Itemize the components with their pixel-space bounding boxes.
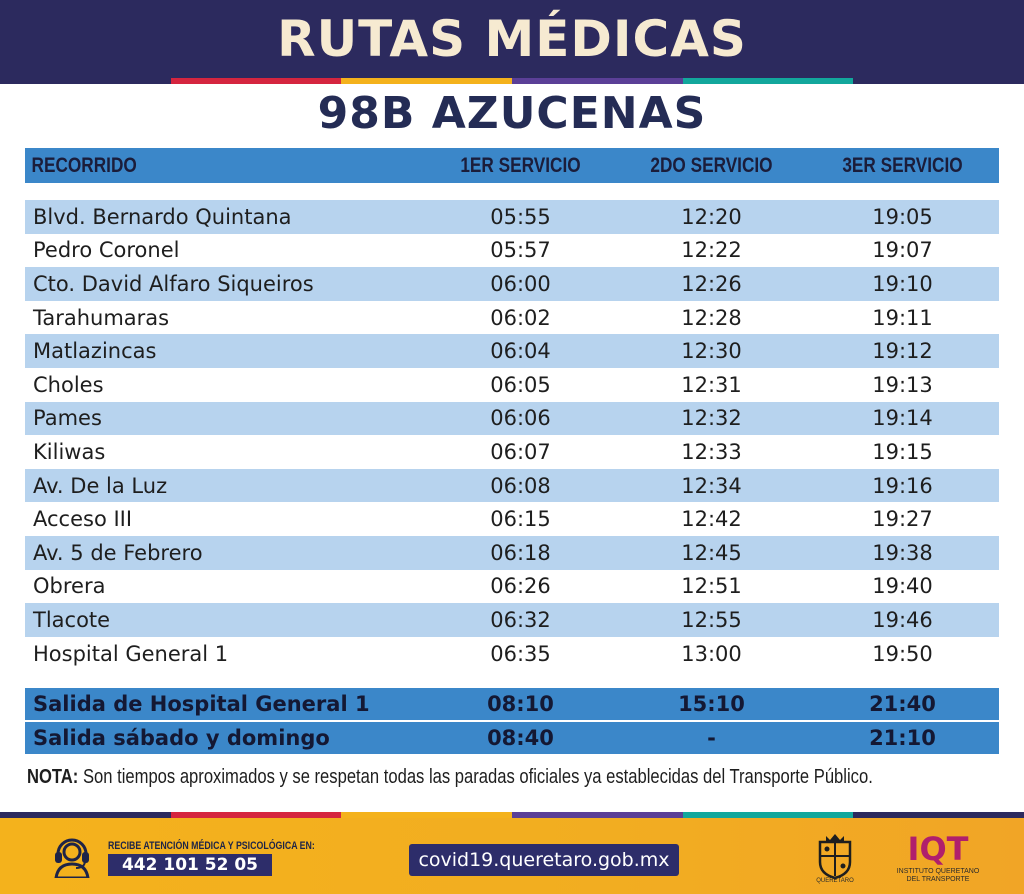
stop-name: Tlacote (33, 607, 111, 632)
service-time: 06:35 (490, 641, 551, 666)
service-time: 12:30 (681, 339, 742, 364)
note-text: Son tiempos aproximados y se respetan todas las paradas oficiales ya establecidas del Transporte Público. (78, 766, 873, 788)
iqt-logo-text: IQT (907, 830, 969, 866)
route-title: 98B AZUCENAS (317, 88, 707, 139)
service-time: 19:46 (872, 607, 933, 632)
table-footer (25, 688, 999, 754)
stop-name: Choles (33, 372, 104, 397)
service-time: 12:20 (681, 204, 742, 229)
table-row (25, 200, 999, 234)
service-time: 12:31 (681, 372, 742, 397)
service-time: 05:57 (490, 238, 551, 263)
table-row (25, 603, 999, 637)
departure-time: - (707, 726, 716, 751)
stripe-segment (0, 78, 171, 84)
service-time: 12:32 (681, 406, 742, 431)
page-title: RUTAS MÉDICAS (277, 10, 747, 68)
stop-name: Pedro Coronel (33, 238, 180, 263)
footer (0, 818, 1024, 894)
service-time: 19:05 (872, 204, 933, 229)
stop-name: Obrera (33, 574, 106, 599)
table-row (25, 368, 999, 402)
website-url[interactable]: covid19.queretaro.gob.mx (409, 844, 679, 876)
header-3er-servicio: 3ER SERVICIO (842, 153, 963, 177)
note-label: NOTA: (27, 766, 79, 788)
stripe-segment (171, 78, 342, 84)
service-time: 06:32 (490, 607, 551, 632)
departure-time: 15:10 (678, 692, 745, 717)
table-row (25, 637, 999, 671)
table-row (25, 234, 999, 268)
service-time: 12:22 (681, 238, 742, 263)
service-time: 19:27 (872, 507, 933, 532)
note (27, 766, 873, 789)
stripe-segment (853, 78, 1024, 84)
color-stripe-top (0, 78, 1024, 84)
iqt-caption (893, 868, 983, 884)
iqt-logo (903, 830, 973, 866)
service-time: 12:28 (681, 305, 742, 330)
service-time: 06:00 (490, 271, 551, 296)
service-time: 06:15 (490, 507, 551, 532)
service-time: 06:02 (490, 305, 551, 330)
phone-number: 442 101 52 05 (108, 854, 272, 876)
header-recorrido: RECORRIDO (31, 153, 137, 177)
service-time: 06:08 (490, 473, 551, 498)
queretaro-seal-icon (812, 828, 858, 884)
service-time: 19:14 (872, 406, 933, 431)
service-time: 19:50 (872, 641, 933, 666)
service-time: 19:13 (872, 372, 933, 397)
stop-name: Tarahumaras (33, 305, 170, 330)
departure-time: 21:40 (869, 692, 936, 717)
header-2do-servicio: 2DO SERVICIO (650, 153, 773, 177)
stop-name: Av. 5 de Febrero (33, 540, 203, 565)
service-time: 05:55 (490, 204, 551, 229)
departure-row (25, 722, 999, 754)
table-row (25, 301, 999, 335)
service-time: 12:26 (681, 271, 742, 296)
service-time: 19:12 (872, 339, 933, 364)
stripe-segment (512, 78, 683, 84)
table-row (25, 469, 999, 503)
service-time: 13:00 (681, 641, 742, 666)
iqt-caption-line-1: INSTITUTO QUERETANO (896, 868, 980, 875)
stop-name: Av. De la Luz (33, 473, 168, 498)
service-time: 12:55 (681, 607, 742, 632)
service-time: 12:45 (681, 540, 742, 565)
departure-label: Salida sábado y domingo (33, 726, 330, 751)
table-row (25, 435, 999, 469)
departure-time: 08:40 (487, 726, 554, 751)
service-time: 06:26 (490, 574, 551, 599)
service-time: 06:05 (490, 372, 551, 397)
service-time: 19:40 (872, 574, 933, 599)
table-body (25, 200, 999, 670)
header-1er-servicio: 1ER SERVICIO (460, 153, 581, 177)
stripe-segment (683, 78, 854, 84)
table-row (25, 334, 999, 368)
table-header (25, 148, 999, 183)
service-time: 19:11 (872, 305, 933, 330)
service-time: 19:10 (872, 271, 933, 296)
stop-name: Hospital General 1 (33, 641, 229, 666)
service-time: 06:06 (490, 406, 551, 431)
service-time: 12:42 (681, 507, 742, 532)
top-banner (0, 0, 1024, 78)
service-time: 19:38 (872, 540, 933, 565)
service-time: 12:33 (681, 439, 742, 464)
stop-name: Matlazincas (33, 339, 157, 364)
stop-name: Blvd. Bernardo Quintana (33, 204, 292, 229)
stop-name: Pames (33, 406, 102, 431)
service-time: 19:16 (872, 473, 933, 498)
help-label: RECIBE ATENCIÓN MÉDICA Y PSICOLÓGICA EN: (108, 840, 315, 852)
table-row (25, 502, 999, 536)
departure-label: Salida de Hospital General 1 (33, 692, 370, 717)
iqt-caption-line-2: DEL TRANSPORTE (906, 876, 970, 883)
service-time: 12:51 (681, 574, 742, 599)
service-time: 19:07 (872, 238, 933, 263)
departure-time: 21:10 (869, 726, 936, 751)
service-time: 19:15 (872, 439, 933, 464)
service-time: 12:34 (681, 473, 742, 498)
stripe-segment (341, 78, 512, 84)
table-row (25, 402, 999, 436)
stop-name: Acceso III (33, 507, 133, 532)
table-row (25, 536, 999, 570)
stop-name: Kiliwas (33, 439, 106, 464)
headset-icon (50, 832, 94, 878)
service-time: 06:07 (490, 439, 551, 464)
queretaro-caption: QUERÉTARO (816, 878, 854, 884)
table-row (25, 267, 999, 301)
departure-time: 08:10 (487, 692, 554, 717)
departure-row (25, 688, 999, 720)
table-row (25, 570, 999, 604)
stop-name: Cto. David Alfaro Siqueiros (33, 271, 314, 296)
service-time: 06:18 (490, 540, 551, 565)
service-time: 06:04 (490, 339, 551, 364)
schedule-table (25, 148, 999, 754)
